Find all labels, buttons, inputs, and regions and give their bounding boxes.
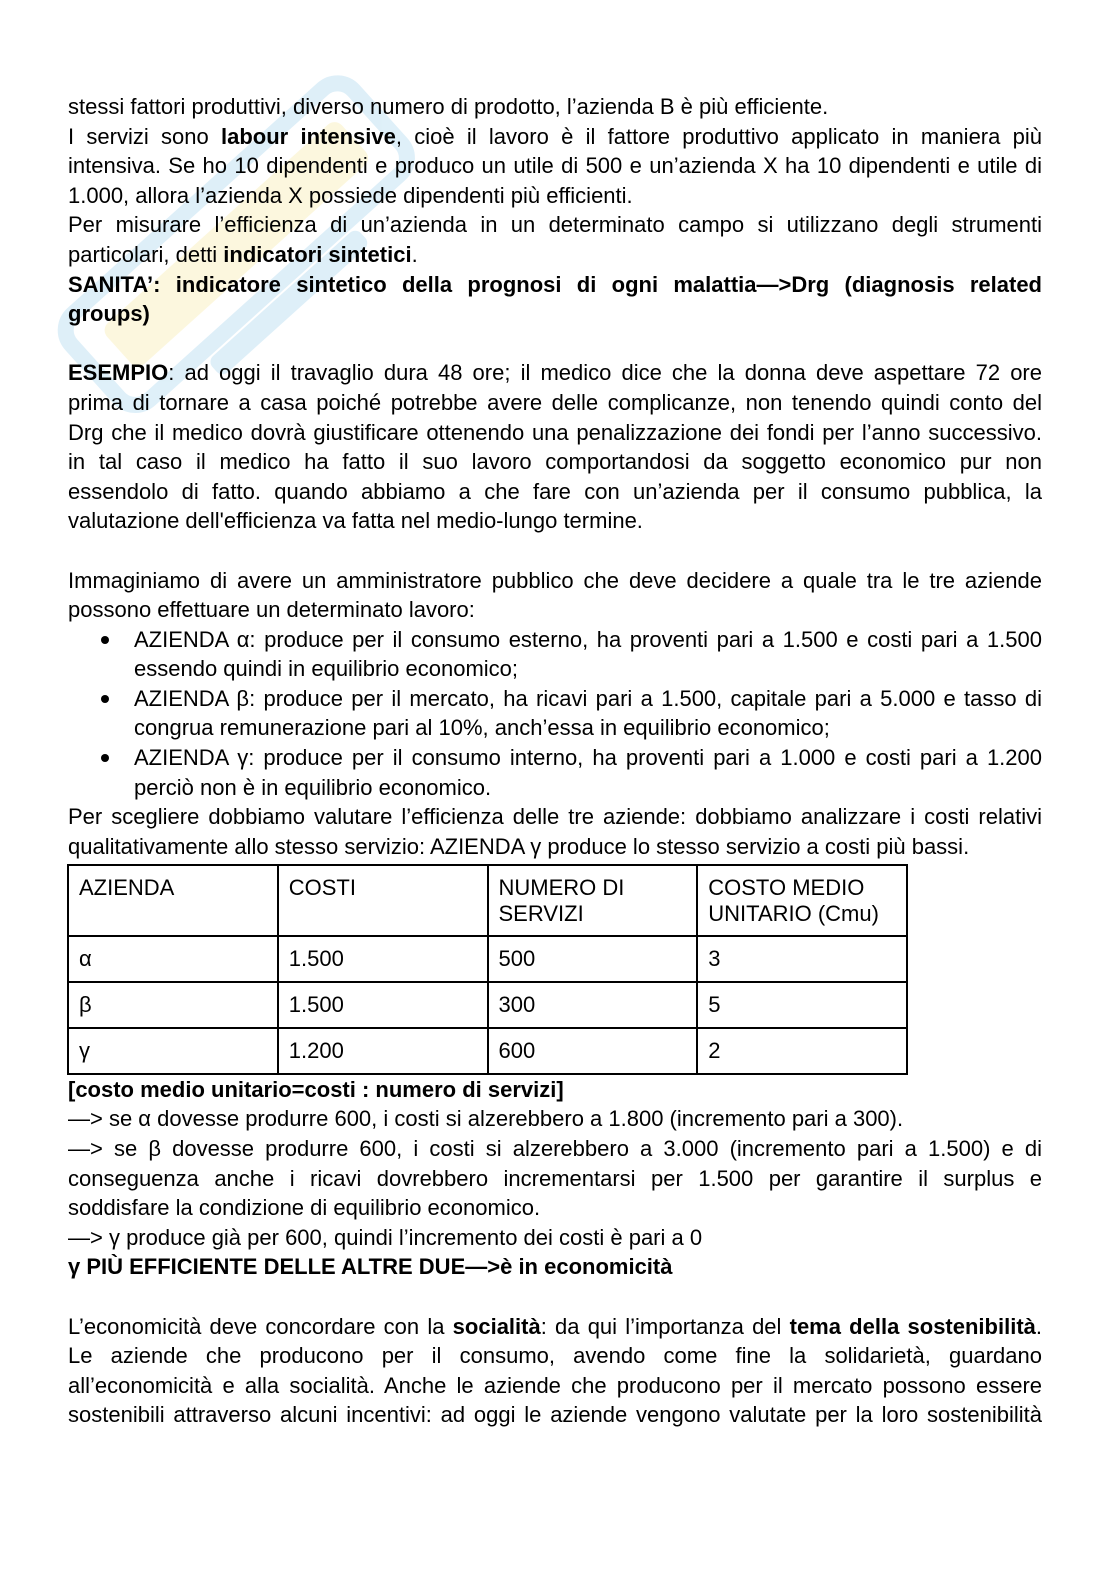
text-line: prima di tornare a casa poiché potrebbe avere delle complicanze, non tenendo quindi conto del	[68, 389, 1042, 415]
table-cell: 600	[488, 1028, 698, 1074]
bold-term: tema della sostenibilità	[789, 1313, 1036, 1339]
bold-heading-line: groups)	[68, 301, 150, 327]
text-line: qualitativamente allo stesso servizio: AZIENDA γ produce lo stesso servizio a costi più bassi.	[68, 833, 970, 859]
table-cell: 1.200	[278, 1028, 488, 1074]
table-cell: β	[68, 982, 278, 1028]
table-cell: 3	[697, 936, 907, 982]
text-line: possono effettuare un determinato lavoro:	[68, 597, 475, 623]
list-item	[68, 625, 1042, 684]
bold-term: ESEMPIO	[68, 360, 169, 386]
text-line: perciò non è in equilibrio economico.	[134, 774, 492, 800]
text-line: AZIENDA γ: produce per il consumo interno, ha proventi pari a 1.000 e costi pari a 1.200	[134, 745, 1042, 771]
text-line: in tal caso il medico ha fatto il suo lavoro comportandosi da soggetto economico pur non	[68, 449, 1042, 475]
text-line	[68, 1312, 1042, 1342]
text-line: congrua remunerazione pari al 10%, anch’essa in equilibrio economico;	[134, 715, 830, 741]
bold-term: labour intensive	[220, 123, 396, 149]
table-cell: 2	[697, 1028, 907, 1074]
bullet-icon	[101, 695, 109, 703]
list-item	[68, 684, 1042, 743]
blank-line	[68, 329, 1042, 359]
table-cell: α	[68, 936, 278, 982]
text-line: —> se α dovesse produrre 600, i costi si alzerebbero a 1.800 (incremento pari a 300).	[68, 1106, 904, 1132]
header-costi: COSTI	[278, 865, 488, 937]
conclusion-line: γ PIÙ EFFICIENTE DELLE ALTRE DUE—>è in economicità	[68, 1254, 673, 1280]
header-costo-medio: COSTO MEDIO UNITARIO (Cmu)	[697, 865, 907, 937]
text-segment: : da qui l’importanza del	[540, 1313, 790, 1339]
bold-heading-line: SANITA’: indicatore sintetico della prognosi di ogni malattia—>Drg (diagnosis related	[68, 271, 1042, 297]
table-cell: γ	[68, 1028, 278, 1074]
text-segment: L’economicità deve concordare con la	[68, 1313, 453, 1339]
text-line: stessi fattori produttivi, diverso numero di prodotto, l’azienda B è più efficiente.	[68, 94, 829, 119]
text-line: AZIENDA α: produce per il consumo esterno, ha proventi pari a 1.500 e costi pari a 1.500	[134, 626, 1042, 652]
text-line: soddisfare la condizione di equilibrio economico.	[68, 1195, 541, 1221]
bold-term: indicatori sintetici	[223, 241, 412, 267]
formula-line: [costo medio unitario=costi : numero di servizi]	[68, 1076, 564, 1102]
text-line	[68, 240, 1042, 270]
text-line: —> γ produce già per 600, quindi l’incremento dei costi è pari a 0	[68, 1224, 703, 1250]
table-cell: 5	[697, 982, 907, 1028]
text-line: Per scegliere dobbiamo valutare l’efficienza delle tre aziende: dobbiamo analizzare i costi relativi	[68, 804, 1042, 830]
text-line: valutazione dell'efficienza va fatta nel medio-lungo termine.	[68, 508, 643, 534]
cost-table	[67, 864, 908, 1075]
text-segment: : ad oggi il travaglio dura 48 ore; il medico dice che la donna deve aspettare 72 ore	[168, 360, 1042, 386]
text-line	[68, 358, 1042, 388]
bullet-icon	[101, 636, 109, 644]
bold-term: socialità	[452, 1313, 541, 1339]
text-line: Drg che il medico dovrà giustificare ottenendo una penalizzazione dei fondi per l’anno successivo.	[68, 419, 1042, 445]
bullet-icon	[101, 754, 109, 762]
table-cell: 300	[488, 982, 698, 1028]
text-segment: , cioè il lavoro è il fattore produttivo applicato in maniera più	[395, 123, 1042, 149]
text-line	[68, 122, 1042, 152]
text-segment: particolari, detti	[68, 241, 224, 267]
table-cell: 1.500	[278, 982, 488, 1028]
text-line: —> se β dovesse produrre 600, i costi si alzerebbero a 3.000 (incremento pari a 1.500) e di	[68, 1136, 1042, 1161]
text-line: all’economicità e alla socialità. Anche le aziende che producono per il mercato possono essere	[68, 1372, 1042, 1398]
text-line: Per misurare l’efficienza di un’azienda in un determinato campo si utilizzano degli strumenti	[68, 212, 1042, 238]
table-cell: 1.500	[278, 936, 488, 982]
table-row	[68, 982, 907, 1028]
text-segment: .	[1035, 1313, 1042, 1339]
text-line: essendolo di fatto. quando abbiamo a che fare con un’azienda per il consumo pubblica, la	[68, 478, 1042, 504]
table-header-row	[68, 865, 907, 937]
text-line: Le aziende che producono per il consumo, avendo come fine la solidarietà, guardano	[68, 1343, 1042, 1369]
bullet-list	[68, 625, 1042, 803]
header-numero-servizi: NUMERO DI SERVIZI	[488, 865, 698, 937]
text-line: conseguenza anche i ricavi dovrebbero incrementarsi per 1.500 per garantire il surplus e	[68, 1165, 1042, 1191]
table-row	[68, 936, 907, 982]
blank-line	[68, 1282, 1042, 1312]
text-line: sostenibili attraverso alcuni incentivi: ad oggi le aziende vengono valutate per la loro sostenibilità	[68, 1402, 1042, 1428]
cost-table-wrapper	[67, 864, 1042, 1075]
text-line: 1.000, allora l’azienda X possiede dipendenti più efficienti.	[68, 182, 633, 208]
header-azienda: AZIENDA	[68, 865, 278, 937]
page-content	[68, 92, 1042, 1430]
table-row	[68, 1028, 907, 1074]
table-cell: 500	[488, 936, 698, 982]
blank-line	[68, 536, 1042, 566]
text-segment: I servizi sono	[68, 123, 221, 149]
text-line: AZIENDA β: produce per il mercato, ha ricavi pari a 1.500, capitale pari a 5.000 e tasso di	[134, 685, 1042, 711]
text-line: Immaginiamo di avere un amministratore pubblico che deve decidere a quale tra le tre aziende	[68, 567, 1042, 593]
list-item	[68, 743, 1042, 802]
text-line: intensiva. Se ho 10 dipendenti e produco un utile di 500 e un’azienda X ha 10 dipendenti e utile di	[68, 153, 1042, 179]
text-segment: .	[411, 241, 418, 267]
text-line: essendo quindi in equilibrio economico;	[134, 656, 519, 682]
